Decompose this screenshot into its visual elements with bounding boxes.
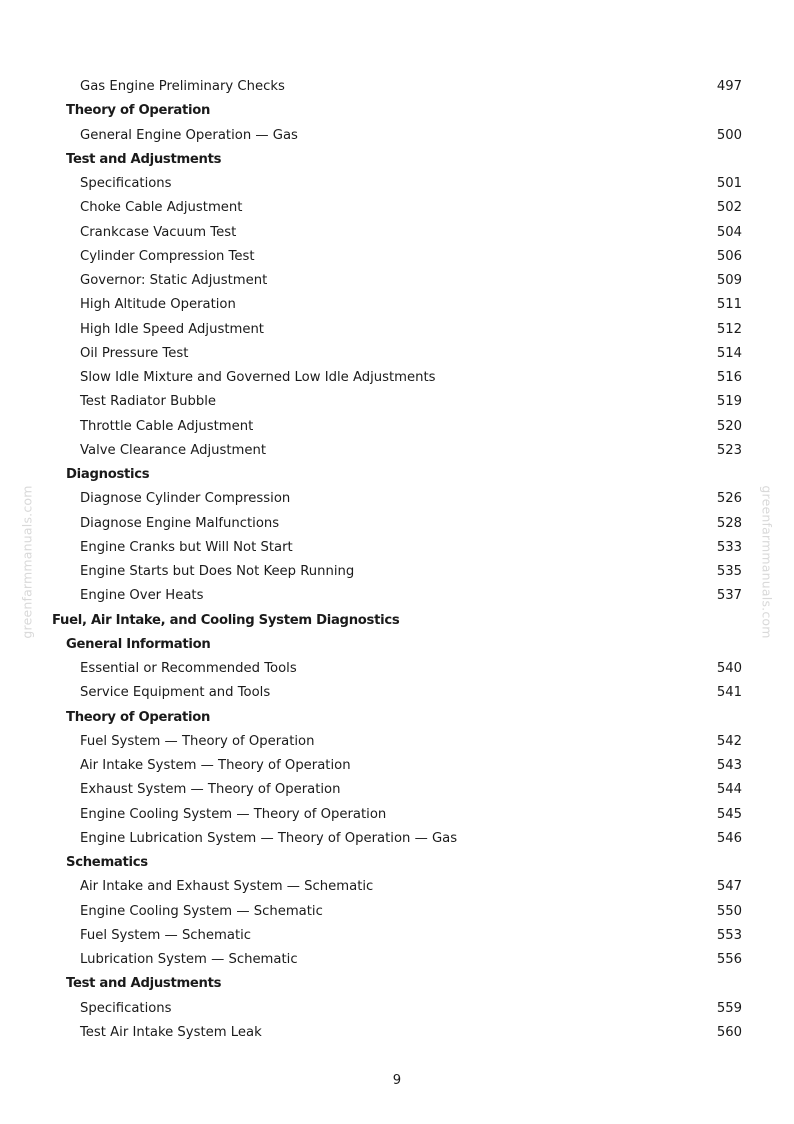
toc-entry[interactable] [0,487,794,511]
toc-entry[interactable] [0,318,794,342]
toc-entry-title: Crankcase Vacuum Test [80,224,237,240]
toc-entry-title: General Engine Operation — Gas [80,127,298,143]
toc-entry-page-number: 550 [716,903,742,919]
toc-entry[interactable] [0,997,794,1021]
toc-entry-page-number: 547 [716,879,742,895]
toc-entry-title: Exhaust System — Theory of Operation [80,782,341,798]
toc-entry-page-number: 511 [716,297,742,313]
toc-entry-title: Valve Clearance Adjustment [80,442,267,458]
toc-entry[interactable] [0,730,794,754]
toc-entry-title: Choke Cable Adjustment [80,200,243,216]
toc-entry-page-number: 559 [716,1000,742,1016]
toc-entry[interactable] [0,293,794,317]
toc-entry-title: Diagnose Engine Malfunctions [80,515,280,531]
toc-entry-page-number: 545 [716,806,742,822]
toc-entry[interactable] [0,900,794,924]
toc-entry-title: Engine Cooling System — Schematic [80,903,323,919]
toc-entry[interactable] [0,245,794,269]
toc-section-heading [0,463,794,487]
toc-entry-title: Cylinder Compression Test [80,248,255,264]
toc-entry-title: Air Intake System — Theory of Operation [80,758,351,773]
toc-entry[interactable] [0,366,794,390]
toc-entry[interactable] [0,584,794,608]
toc-entry-title: Schematics [66,855,148,870]
toc-entry-page-number: 556 [716,952,742,967]
toc-entry-title: High Altitude Operation [80,297,236,313]
toc-entry-title: Governor: Static Adjustment [80,273,268,288]
toc-entry[interactable] [0,75,794,99]
toc-entry-title: Test and Adjustments [66,976,222,992]
toc-entry[interactable] [0,415,794,439]
toc-entry-title: Engine Lubrication System — Theory of Operation — Gas [80,830,458,846]
toc-entry-title: Test and Adjustments [66,151,222,167]
toc-entry[interactable] [0,681,794,705]
toc-entry-page-number: 526 [716,491,742,507]
toc-entry-title: Slow Idle Mixture and Governed Low Idle Adjustments [80,370,436,385]
toc-entry-title: Fuel System — Theory of Operation [80,733,315,749]
toc-entry[interactable] [0,196,794,220]
toc-entry-page-number: 523 [716,442,742,458]
toc-entry[interactable] [0,948,794,972]
toc-entry[interactable] [0,924,794,948]
toc-entry[interactable] [0,390,794,414]
toc-entry[interactable] [0,1021,794,1045]
toc-entry-page-number: 533 [716,539,742,555]
toc-entry[interactable] [0,657,794,681]
toc-entry-title: Lubrication System — Schematic [80,952,298,967]
toc-entry-page-number: 535 [716,564,742,579]
toc-entry[interactable] [0,778,794,802]
toc-entry-page-number: 540 [716,661,742,676]
toc-entry-title: Essential or Recommended Tools [80,661,297,676]
toc-entry[interactable] [0,827,794,851]
toc-entry-page-number: 543 [716,758,742,773]
toc-section-heading [0,99,794,123]
toc-entry-title: Engine Over Heats [80,588,204,604]
toc-entry-title: Specifications [80,176,172,191]
toc-entry-title: Oil Pressure Test [80,345,189,361]
toc-entry[interactable] [0,754,794,778]
toc-entry-title: Fuel System — Schematic [80,927,252,943]
toc-entry[interactable] [0,221,794,245]
toc-section-heading [0,972,794,996]
toc-entry[interactable] [0,560,794,584]
toc-entry-title: Fuel, Air Intake, and Cooling System Diagnostics [52,612,400,628]
page-number: 9 [392,1073,402,1088]
toc-entry-title: Engine Starts but Does Not Keep Running [80,564,355,579]
toc-entry-page-number: 520 [716,418,742,434]
toc-entry-title: Theory of Operation [66,103,211,119]
toc-section-heading [0,148,794,172]
toc-entry-page-number: 506 [716,248,742,264]
toc-entry[interactable] [0,439,794,463]
toc-entry-title: Theory of Operation [66,709,211,725]
toc-entry-title: Engine Cranks but Will Not Start [80,539,293,555]
toc-entry-title: Test Radiator Bubble [80,394,217,410]
toc-entry[interactable] [0,342,794,366]
toc-entry-title: High Idle Speed Adjustment [80,321,264,337]
toc-section-heading [0,609,794,633]
toc-entry-title: Specifications [80,1000,172,1016]
toc-entry[interactable] [0,536,794,560]
toc-section-heading [0,633,794,657]
toc-entry-title: General Information [66,636,211,652]
watermark-left: greenfarmmanuals.com [19,485,35,639]
toc-entry-title: Service Equipment and Tools [80,685,271,701]
toc-entry-page-number: 514 [716,345,742,361]
toc-entry-title: Test Air Intake System Leak [80,1024,262,1040]
toc-entry-page-number: 497 [716,79,742,94]
toc-entry-page-number: 541 [716,685,742,701]
toc-entry-page-number: 519 [716,394,742,410]
toc-entry[interactable] [0,124,794,148]
toc-entry-page-number: 502 [716,200,742,216]
toc-entry[interactable] [0,875,794,899]
toc-entry[interactable] [0,512,794,536]
toc-entry-page-number: 560 [716,1024,742,1040]
toc-entry-title: Throttle Cable Adjustment [80,418,254,434]
toc-entry-title: Gas Engine Preliminary Checks [80,79,285,94]
toc-entry-title: Diagnose Cylinder Compression [80,491,291,507]
toc-entry-page-number: 512 [716,321,742,337]
toc-entry-title: Diagnostics [66,467,150,482]
toc-entry[interactable] [0,803,794,827]
toc-entry-page-number: 537 [716,588,742,604]
toc-entry[interactable] [0,269,794,293]
toc-entry-page-number: 501 [716,176,742,191]
toc-entry-page-number: 528 [716,515,742,531]
toc-entry-page-number: 546 [716,830,742,846]
toc-entry-title: Air Intake and Exhaust System — Schematic [80,879,374,895]
toc-entry-page-number: 516 [716,370,742,385]
toc-entry-page-number: 544 [716,782,742,798]
toc-entry[interactable] [0,172,794,196]
toc-section-heading [0,851,794,875]
toc-entry-page-number: 542 [716,733,742,749]
toc-entry-page-number: 504 [716,224,742,240]
toc-entry-title: Engine Cooling System — Theory of Operation [80,806,387,822]
toc-section-heading [0,706,794,730]
toc-entry-page-number: 509 [716,273,742,288]
toc-entry-page-number: 553 [716,927,742,943]
toc-entry-page-number: 500 [716,127,742,143]
table-of-contents [0,75,794,1045]
watermark-right: greenfarmmanuals.com [759,485,775,639]
